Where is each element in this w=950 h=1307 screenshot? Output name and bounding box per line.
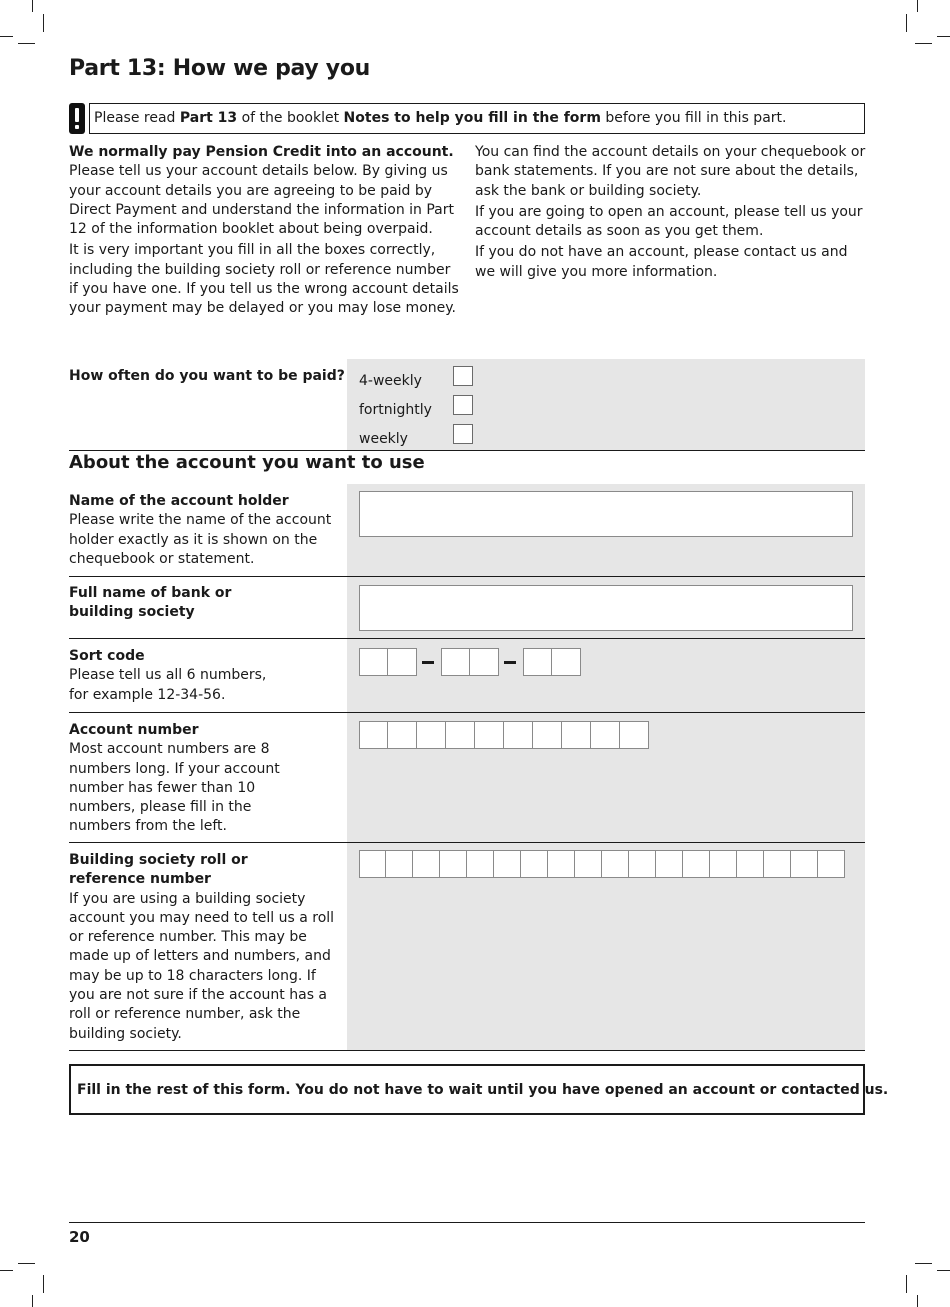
intro-heading: We normally pay Pension Credit into an account.	[69, 144, 454, 160]
digit-cell[interactable]	[417, 721, 446, 749]
char-cell[interactable]	[548, 850, 575, 878]
digit-cell[interactable]	[552, 648, 581, 676]
field-background	[347, 484, 865, 576]
crop-mark	[906, 14, 907, 32]
account-number-row	[69, 713, 865, 842]
bank-name-row	[69, 577, 865, 638]
sort-code-label-block	[69, 647, 347, 705]
char-cell[interactable]	[494, 850, 521, 878]
account-number-label-block	[69, 721, 309, 837]
char-cell[interactable]	[791, 850, 818, 878]
roll-number-row	[69, 843, 865, 1050]
frequency-question: How often do you want to be paid?	[69, 368, 345, 384]
notice-part: Part 13	[179, 110, 238, 126]
digit-cell[interactable]	[591, 721, 620, 749]
crop-mark	[32, 1295, 33, 1307]
digit-cell[interactable]	[620, 721, 649, 749]
char-cell[interactable]	[386, 850, 413, 878]
digit-cell[interactable]	[388, 648, 417, 676]
notice-pre: Please read	[94, 110, 180, 126]
frequency-option-weekly[interactable]	[359, 429, 499, 451]
char-cell[interactable]	[656, 850, 683, 878]
char-cell[interactable]	[737, 850, 764, 878]
account-number-label: Account number	[69, 722, 199, 738]
account-number-input[interactable]	[359, 721, 649, 749]
final-instruction: Fill in the rest of this form. You do not have to wait until you have opened an account or contacted us.	[69, 1064, 865, 1115]
field-background	[347, 639, 865, 712]
char-cell[interactable]	[521, 850, 548, 878]
bank-name-label	[69, 584, 347, 623]
digit-cell[interactable]	[504, 721, 533, 749]
char-cell[interactable]	[818, 850, 845, 878]
crop-mark	[917, 0, 918, 12]
account-holder-label: Name of the account holder	[69, 493, 289, 509]
frequency-option-label: 4-weekly	[359, 373, 422, 389]
frequency-options	[347, 359, 865, 450]
frequency-checkbox-4-weekly[interactable]	[453, 366, 473, 386]
digit-cell[interactable]	[562, 721, 591, 749]
crop-mark	[0, 36, 13, 37]
crop-mark	[906, 1275, 907, 1293]
intro-paragraph: If you do not have an account, please contact us and we will give you more information.	[475, 244, 848, 280]
sort-code-dash	[504, 661, 516, 664]
frequency-row	[69, 359, 865, 450]
account-number-help: Most account numbers are 8 numbers long. If your account number has fewer than 10 numbers, please fill in the numbers from the left.	[69, 741, 280, 835]
page-number: 20	[69, 1228, 90, 1246]
crop-mark	[937, 1270, 950, 1271]
account-holder-input[interactable]	[359, 491, 853, 537]
sort-code-help: Please tell us all 6 numbers,	[69, 667, 267, 684]
sort-code-dash	[422, 661, 434, 664]
crop-mark	[915, 43, 932, 44]
bank-name-label-line: building society	[69, 604, 195, 621]
char-cell[interactable]	[710, 850, 737, 878]
frequency-option-label: fortnightly	[359, 402, 432, 418]
sort-code-row	[69, 639, 865, 712]
digit-cell[interactable]	[388, 721, 417, 749]
roll-number-label-block	[69, 851, 343, 1044]
crop-mark	[18, 43, 35, 44]
notice-booklet-title: Notes to help you fill in the form	[343, 110, 601, 126]
account-holder-help: Please write the name of the account holder exactly as it is shown on the chequebook or statement.	[69, 512, 332, 567]
char-cell[interactable]	[575, 850, 602, 878]
roll-number-input[interactable]	[359, 850, 845, 878]
sort-code-label: Sort code	[69, 648, 145, 664]
roll-number-help: If you are using a building society account you may need to tell us a roll or reference number. This may be made up of letters and numbers, and may be up to 18 characters long. If you are not sure if the account has a roll or reference number, ask the building society.	[69, 890, 335, 1042]
crop-mark	[43, 1275, 44, 1293]
crop-mark	[0, 1270, 13, 1271]
char-cell[interactable]	[440, 850, 467, 878]
page-title: Part 13: How we pay you	[69, 56, 371, 81]
field-background	[347, 713, 865, 842]
crop-mark	[18, 1263, 35, 1264]
frequency-option-label: weekly	[359, 431, 408, 447]
notice-text	[89, 103, 865, 134]
digit-cell[interactable]	[533, 721, 562, 749]
digit-cell[interactable]	[446, 721, 475, 749]
notice-post: before you fill in this part.	[600, 110, 787, 126]
field-background	[347, 577, 865, 638]
frequency-option-4-weekly[interactable]	[359, 371, 499, 393]
sort-code-input-1[interactable]	[359, 648, 417, 676]
intro-left-column	[69, 143, 459, 321]
intro-paragraph: Please tell us your account details below. By giving us your account details you are agreeing to be paid by Direct Payment and understand the information in Part 12 of the information booklet about being overpaid.	[69, 163, 454, 238]
account-holder-row	[69, 484, 865, 576]
digit-cell[interactable]	[475, 721, 504, 749]
char-cell[interactable]	[602, 850, 629, 878]
field-background	[347, 843, 865, 1050]
footer-rule	[69, 1222, 865, 1223]
sort-code-input-3[interactable]	[523, 648, 581, 676]
char-cell[interactable]	[683, 850, 710, 878]
char-cell[interactable]	[359, 850, 386, 878]
char-cell[interactable]	[629, 850, 656, 878]
frequency-checkbox-fortnightly[interactable]	[453, 395, 473, 415]
roll-number-label: reference number	[69, 871, 211, 888]
roll-number-label: Building society roll or	[69, 852, 248, 868]
intro-right-column	[475, 143, 867, 284]
intro-paragraph: If you are going to open an account, please tell us your account details as soon as you get them.	[475, 203, 863, 240]
divider	[69, 450, 865, 451]
char-cell[interactable]	[413, 850, 440, 878]
notice-banner	[69, 103, 865, 134]
digit-cell[interactable]	[441, 648, 470, 676]
intro-paragraph: You can find the account details on your chequebook or bank statements. If you are not sure about the details, ask the bank or building society.	[475, 144, 866, 199]
sort-code-help: for example 12-34-56.	[69, 686, 226, 703]
char-cell[interactable]	[467, 850, 494, 878]
crop-mark	[43, 14, 44, 32]
sort-code-input-2[interactable]	[441, 648, 499, 676]
bank-name-input[interactable]	[359, 585, 853, 631]
digit-cell[interactable]	[523, 648, 552, 676]
crop-mark	[32, 0, 33, 12]
digit-cell[interactable]	[359, 721, 388, 749]
char-cell[interactable]	[764, 850, 791, 878]
crop-mark	[915, 1263, 932, 1264]
intro-paragraph: It is very important you fill in all the boxes correctly, including the building society roll or reference number if you have one. If you tell us the wrong account details your payment may be delayed or you may lose money.	[69, 242, 459, 317]
crop-mark	[917, 1295, 918, 1307]
frequency-option-fortnightly[interactable]	[359, 400, 499, 422]
crop-mark	[937, 36, 950, 37]
digit-cell[interactable]	[470, 648, 499, 676]
bank-name-label-line: Full name of bank or	[69, 585, 232, 601]
frequency-checkbox-weekly[interactable]	[453, 424, 473, 444]
section-heading: About the account you want to use	[69, 452, 425, 473]
divider	[69, 1050, 865, 1051]
account-holder-label-block	[69, 492, 347, 569]
exclamation-icon	[69, 103, 85, 134]
digit-cell[interactable]	[359, 648, 388, 676]
notice-mid: of the booklet	[237, 110, 344, 126]
